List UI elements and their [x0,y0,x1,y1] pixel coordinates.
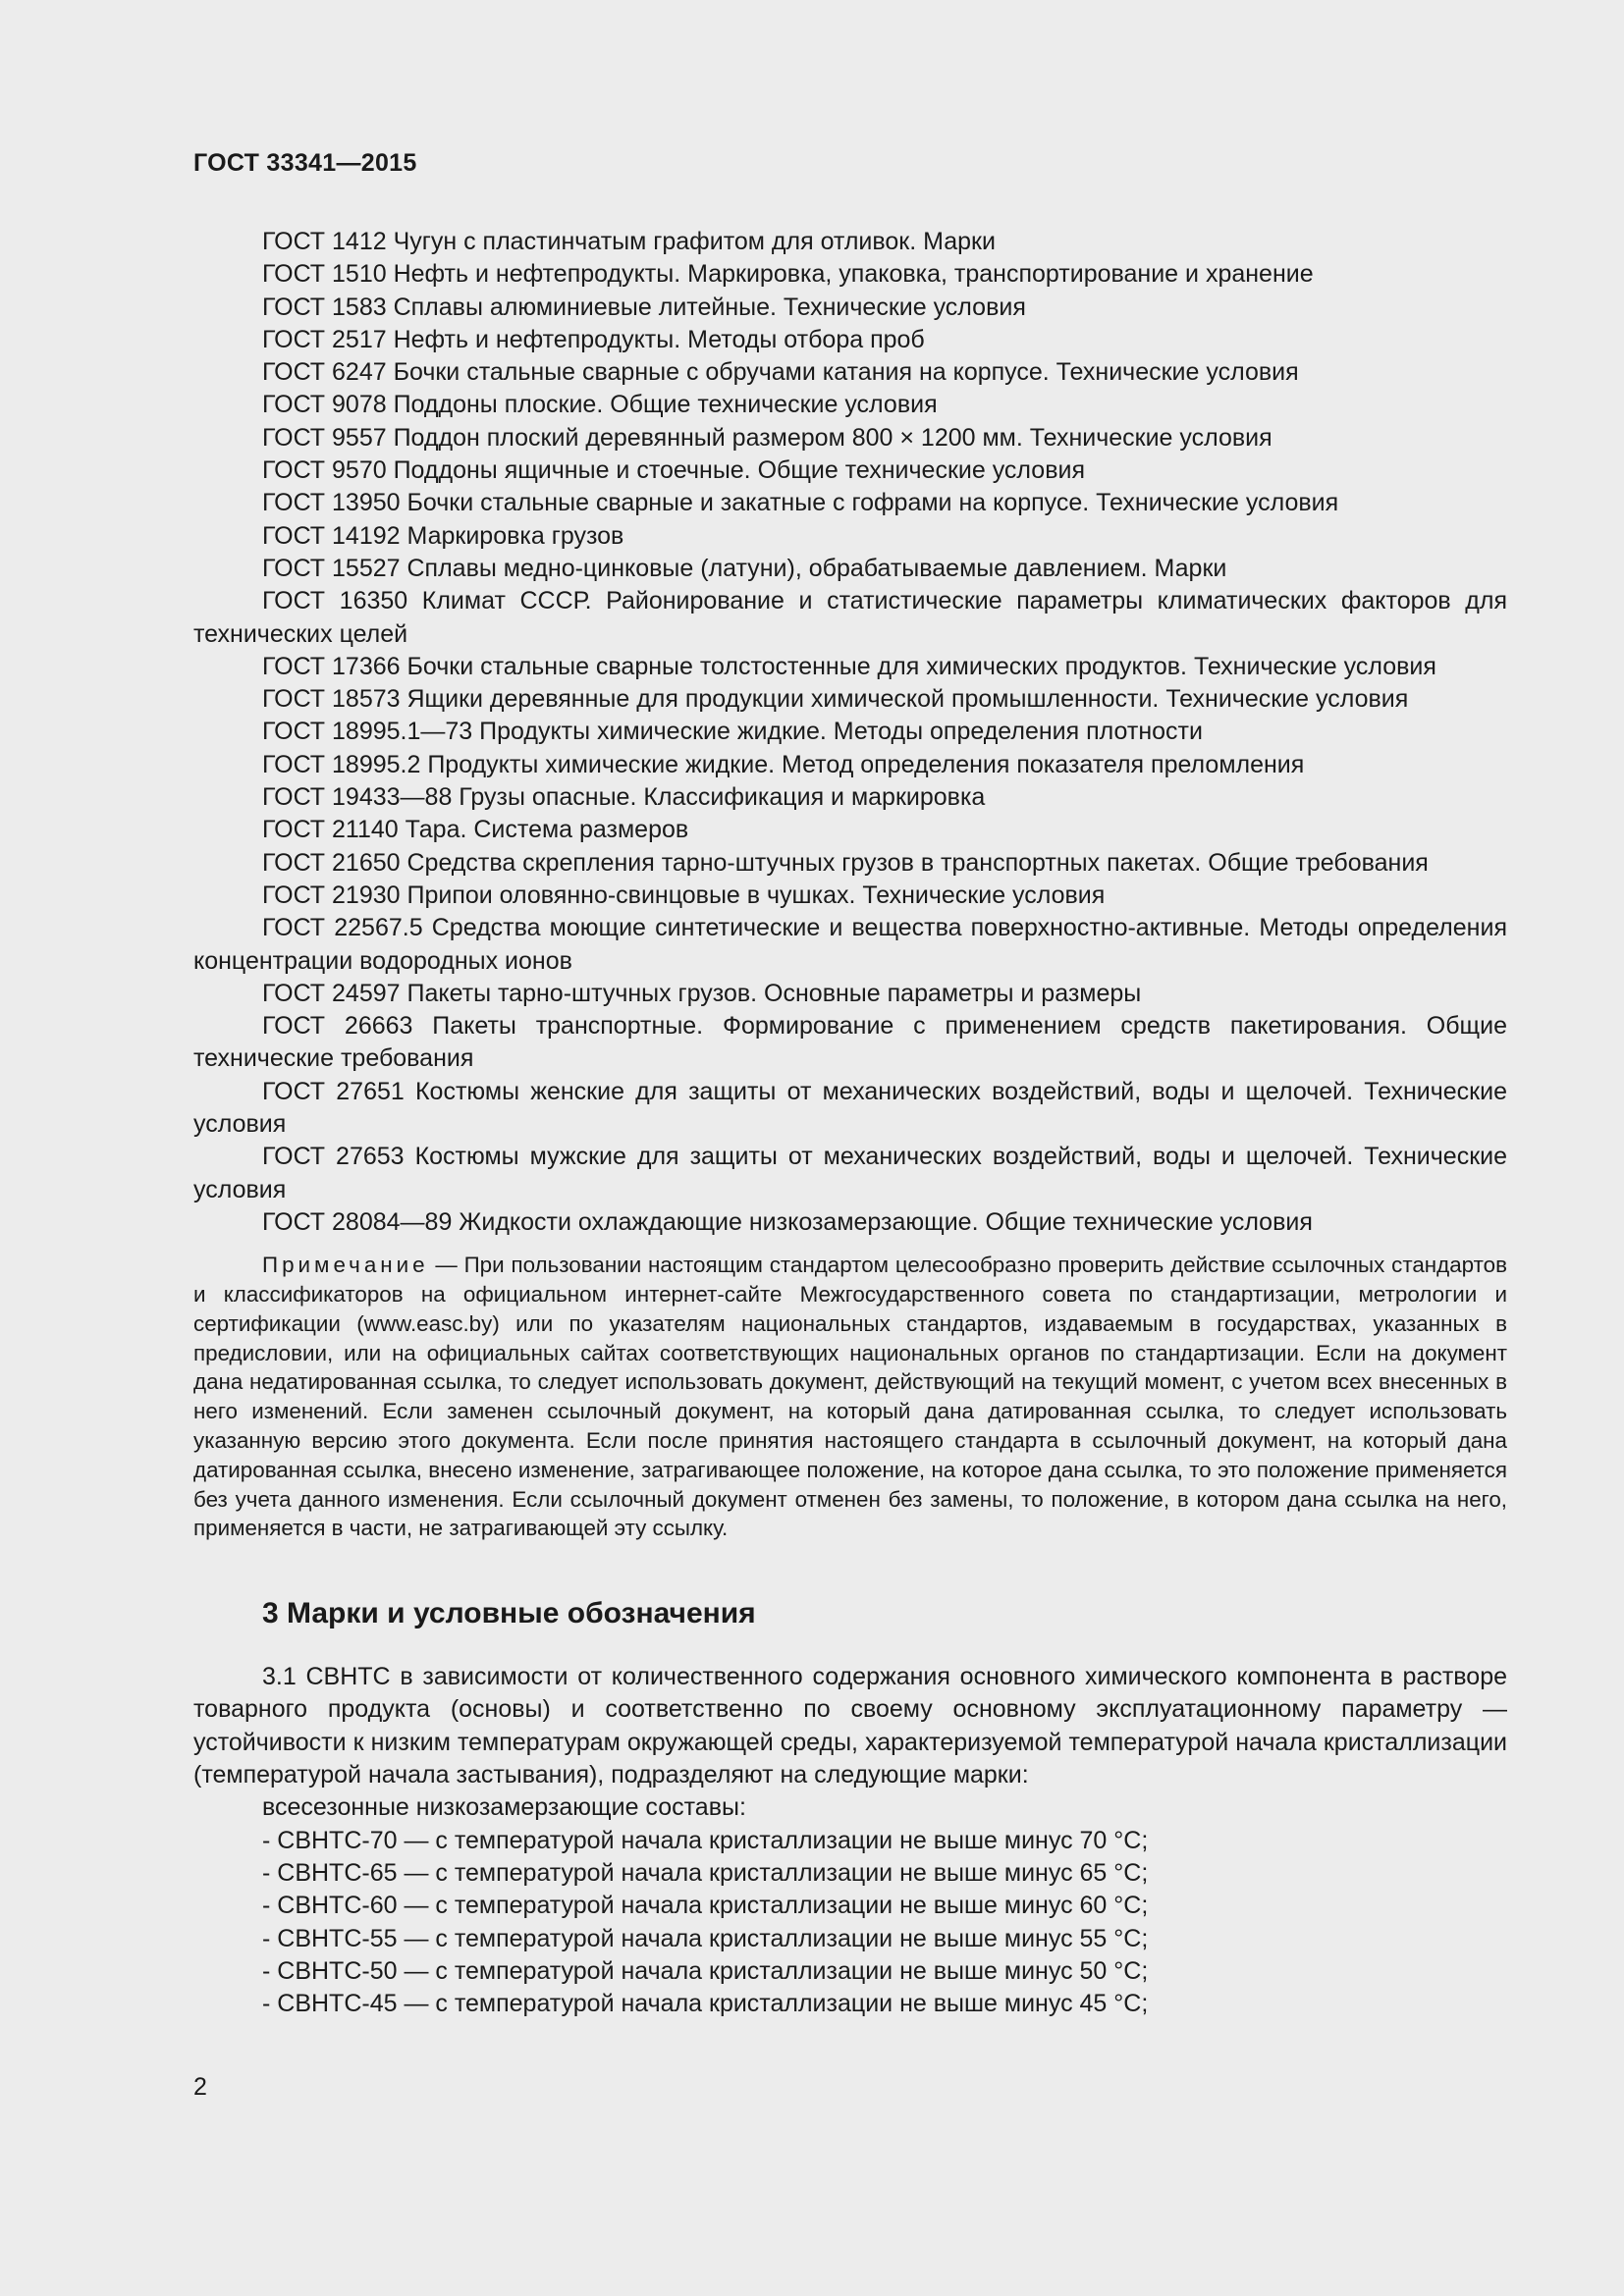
reference-item: ГОСТ 21140 Тара. Система размеров [262,816,689,844]
reference-item: ГОСТ 18995.2 Продукты химические жидкие. Метод определения показателя преломления [262,750,1305,778]
reference-item: ГОСТ 6247 Бочки стальные сварные с обручами катания на корпусе. Технические условия [262,358,1299,387]
reference-item: ГОСТ 1583 Сплавы алюминиевые литейные. Технические условия [262,293,1026,321]
reference-item: ГОСТ 19433—88 Грузы опасные. Классификация и маркировка [262,783,986,812]
reference-item: ГОСТ 2517 Нефть и нефтепродукты. Методы отбора проб [262,325,925,353]
reference-item: ГОСТ 1510 Нефть и нефтепродукты. Маркировка, упаковка, транспортирование и хранение [262,260,1314,289]
subheading-text: всесезонные низкозамерзающие составы: [262,1793,746,1822]
page-number: 2 [193,2073,207,2101]
section-body [193,1661,1507,2020]
document-header: ГОСТ 33341—2015 [193,149,417,177]
reference-item: ГОСТ 1412 Чугун с пластинчатым графитом для отливок. Марки [262,228,996,255]
reference-item: ГОСТ 28084—89 Жидкости охлаждающие низкозамерзающие. Общие технические условия [262,1207,1313,1236]
section-heading: 3 Марки и условные обозначения [262,1597,756,1630]
paragraph-3-1: 3.1 СВНТС в зависимости от количественного содержания основного химического компонента в растворе товарного продукта (основы) и соответственно по своему основному эксплуатационному параметру — устойчивости к низким температурам окружающей среды, характеризуемой температурой начала кристаллизации (температурой начала застывания), подразделяют на следующие марки: [193,1663,1507,1789]
reference-item: ГОСТ 9557 Поддон плоский деревянный размером 800 × 1200 мм. Технические условия [262,423,1272,452]
reference-item: ГОСТ 21930 Припои оловянно-свинцовые в чушках. Технические условия [262,881,1106,909]
reference-item: ГОСТ 18573 Ящики деревянные для продукции химической промышленности. Технические условия [262,685,1409,714]
reference-item: ГОСТ 18995.1—73 Продукты химические жидкие. Методы определения плотности [262,718,1203,746]
reference-item: ГОСТ 27653 Костюмы мужские для защиты от механических воздействий, воды и щелочей. Технические условия [193,1143,1507,1203]
list-item: - СВНТС-60 — с температурой начала кристаллизации не выше минус 60 °С; [262,1892,1149,1920]
reference-item: ГОСТ 15527 Сплавы медно-цинковые (латуни), обрабатываемые давлением. Марки [262,554,1227,582]
note-dash: — [428,1253,464,1278]
reference-item: ГОСТ 17366 Бочки стальные сварные толстостенные для химических продуктов. Технические условия [262,652,1436,680]
page-content [193,226,1507,2020]
reference-item: ГОСТ 9078 Поддоны плоские. Общие технические условия [262,391,938,419]
reference-item: ГОСТ 27651 Костюмы женские для защиты от механических воздействий, воды и щелочей. Технические условия [193,1077,1507,1139]
note-paragraph [193,1251,1507,1543]
reference-item: ГОСТ 13950 Бочки стальные сварные и закатные с гофрами на корпусе. Технические условия [262,489,1339,517]
reference-item: ГОСТ 16350 Климат СССР. Районирование и статистические параметры климатических факторов для технических целей [193,587,1507,648]
reference-item: ГОСТ 21650 Средства скрепления тарно-штучных грузов в транспортных пакетах. Общие требования [262,848,1429,877]
list-item: - СВНТС-70 — с температурой начала кристаллизации не выше минус 70 °С; [262,1826,1149,1854]
reference-item: ГОСТ 22567.5 Средства моющие синтетические и вещества поверхностно-активные. Методы определения концентрации водородных ионов [193,914,1507,975]
reference-item: ГОСТ 14192 Маркировка грузов [262,521,624,550]
reference-item: ГОСТ 9570 Поддоны ящичные и стоечные. Общие технические условия [262,456,1085,485]
list-item: - СВНТС-55 — с температурой начала кристаллизации не выше минус 55 °С; [262,1924,1149,1952]
list-item: - СВНТС-45 — с температурой начала кристаллизации не выше минус 45 °С; [262,1990,1149,2018]
list-item: - СВНТС-50 — с температурой начала кристаллизации не выше минус 50 °С; [262,1956,1149,1985]
reference-item: ГОСТ 26663 Пакеты транспортные. Формирование с применением средств пакетирования. Общие технические требования [193,1012,1507,1073]
list-item: - СВНТС-65 — с температурой начала кристаллизации не выше минус 65 °С; [262,1858,1149,1887]
note-label: Примечание [262,1253,429,1278]
reference-item: ГОСТ 24597 Пакеты тарно-штучных грузов. Основные параметры и размеры [262,979,1142,1007]
normative-references-list [193,226,1507,1239]
note-text: При пользовании настоящим стандартом целесообразно проверить действие ссылочных стандартов и классификаторов на официальном интернет-сайте Межгосударственного совета по стандартизации, метрологии и сертификации (www.easc.by) или по указателям национальных стандартов, издаваемым в государствах, указанных в предисловии, или на официальных сайтах соответствующих национальных органов по стандартизации. Если на документ дана недатированная ссылка, то следует использовать документ, действующий на текущий момент, с учетом всех внесенных в него изменений. Если заменен ссылочный документ, на который дана датированная ссылка, то следует использовать указанную версию этого документа. Если после принятия настоящего стандарта в ссылочный документ, на который дана датированная ссылка, внесено изменение, затрагивающее положение, на которое дана ссылка, то это положение применяется без учета данного изменения. Если ссылочный документ отменен без замены, то положение, в котором дана ссылка на него, применяется в части, не затрагивающей эту ссылку. [193,1253,1507,1541]
